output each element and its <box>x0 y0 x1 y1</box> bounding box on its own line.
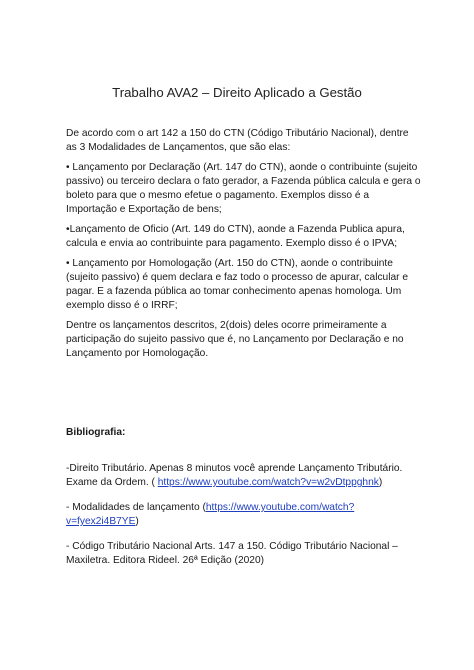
reference-link[interactable]: https://www.youtube.com/watch?v=w2vDtppghnk <box>157 477 379 488</box>
intro-paragraph: De acordo com o art 142 a 150 do CTN (Código Tributário Nacional), dentre as 3 Modalidades de Lançamentos, que são elas: <box>66 128 409 153</box>
bibliography-heading: Bibliografia: <box>66 427 126 438</box>
document-title: Trabalho AVA2 – Direito Aplicado a Gestão <box>112 85 362 100</box>
bullet-oficio: •Lançamento de Oficio (Art. 149 do CTN), aonde a Fazenda Publica apura, calcula e envia ao contribuinte para pagamento. Exemplo disso é o IPVA; <box>66 224 405 249</box>
conclusion-paragraph: Dentre os lançamentos descritos, 2(dois) deles ocorre primeiramente a participação do sujeito passivo que é, no Lançamento por Declaração e no Lançamento por Homologação. <box>66 320 404 359</box>
bibliography-list <box>66 462 422 579</box>
document-body <box>66 127 422 367</box>
reference-close: ) <box>135 516 139 527</box>
reference-link[interactable]: https://www.youtube.com/watch?v=fyex2i4B7YE <box>66 502 355 527</box>
reference-text: -Direito Tributário. Apenas 8 minutos você aprende Lançamento Tributário. Exame da Ordem. ( <box>66 463 403 488</box>
reference-text: - Modalidades de lançamento ( <box>66 502 206 513</box>
bullet-homologacao: • Lançamento por Homologação (Art. 150 do CTN), aonde o contribuinte (sujeito passivo) é quem declara e faz todo o processo de apurar, calcular e pagar. E a fazenda pública ao tomar conhecimento apenas homologa. Um exemplo disso é o IRRF; <box>66 258 409 311</box>
bibliography-item: - Código Tributário Nacional Arts. 147 a 150. Código Tributário Nacional – Maxiletra. Editora Rideel. 26ª Edição (2020) <box>66 541 398 566</box>
bibliography-item <box>66 462 422 490</box>
bullet-declaracao: • Lançamento por Declaração (Art. 147 do CTN), aonde o contribuinte (sujeito passivo) ou terceiro declara o fato gerador, a Fazenda pública calcula e gera o boleto para que o mesmo efetue o pagamento. Exemplos disso é a Importação e Exportação de bens; <box>66 162 421 215</box>
reference-close: ) <box>378 477 383 488</box>
bibliography-item <box>66 501 422 529</box>
